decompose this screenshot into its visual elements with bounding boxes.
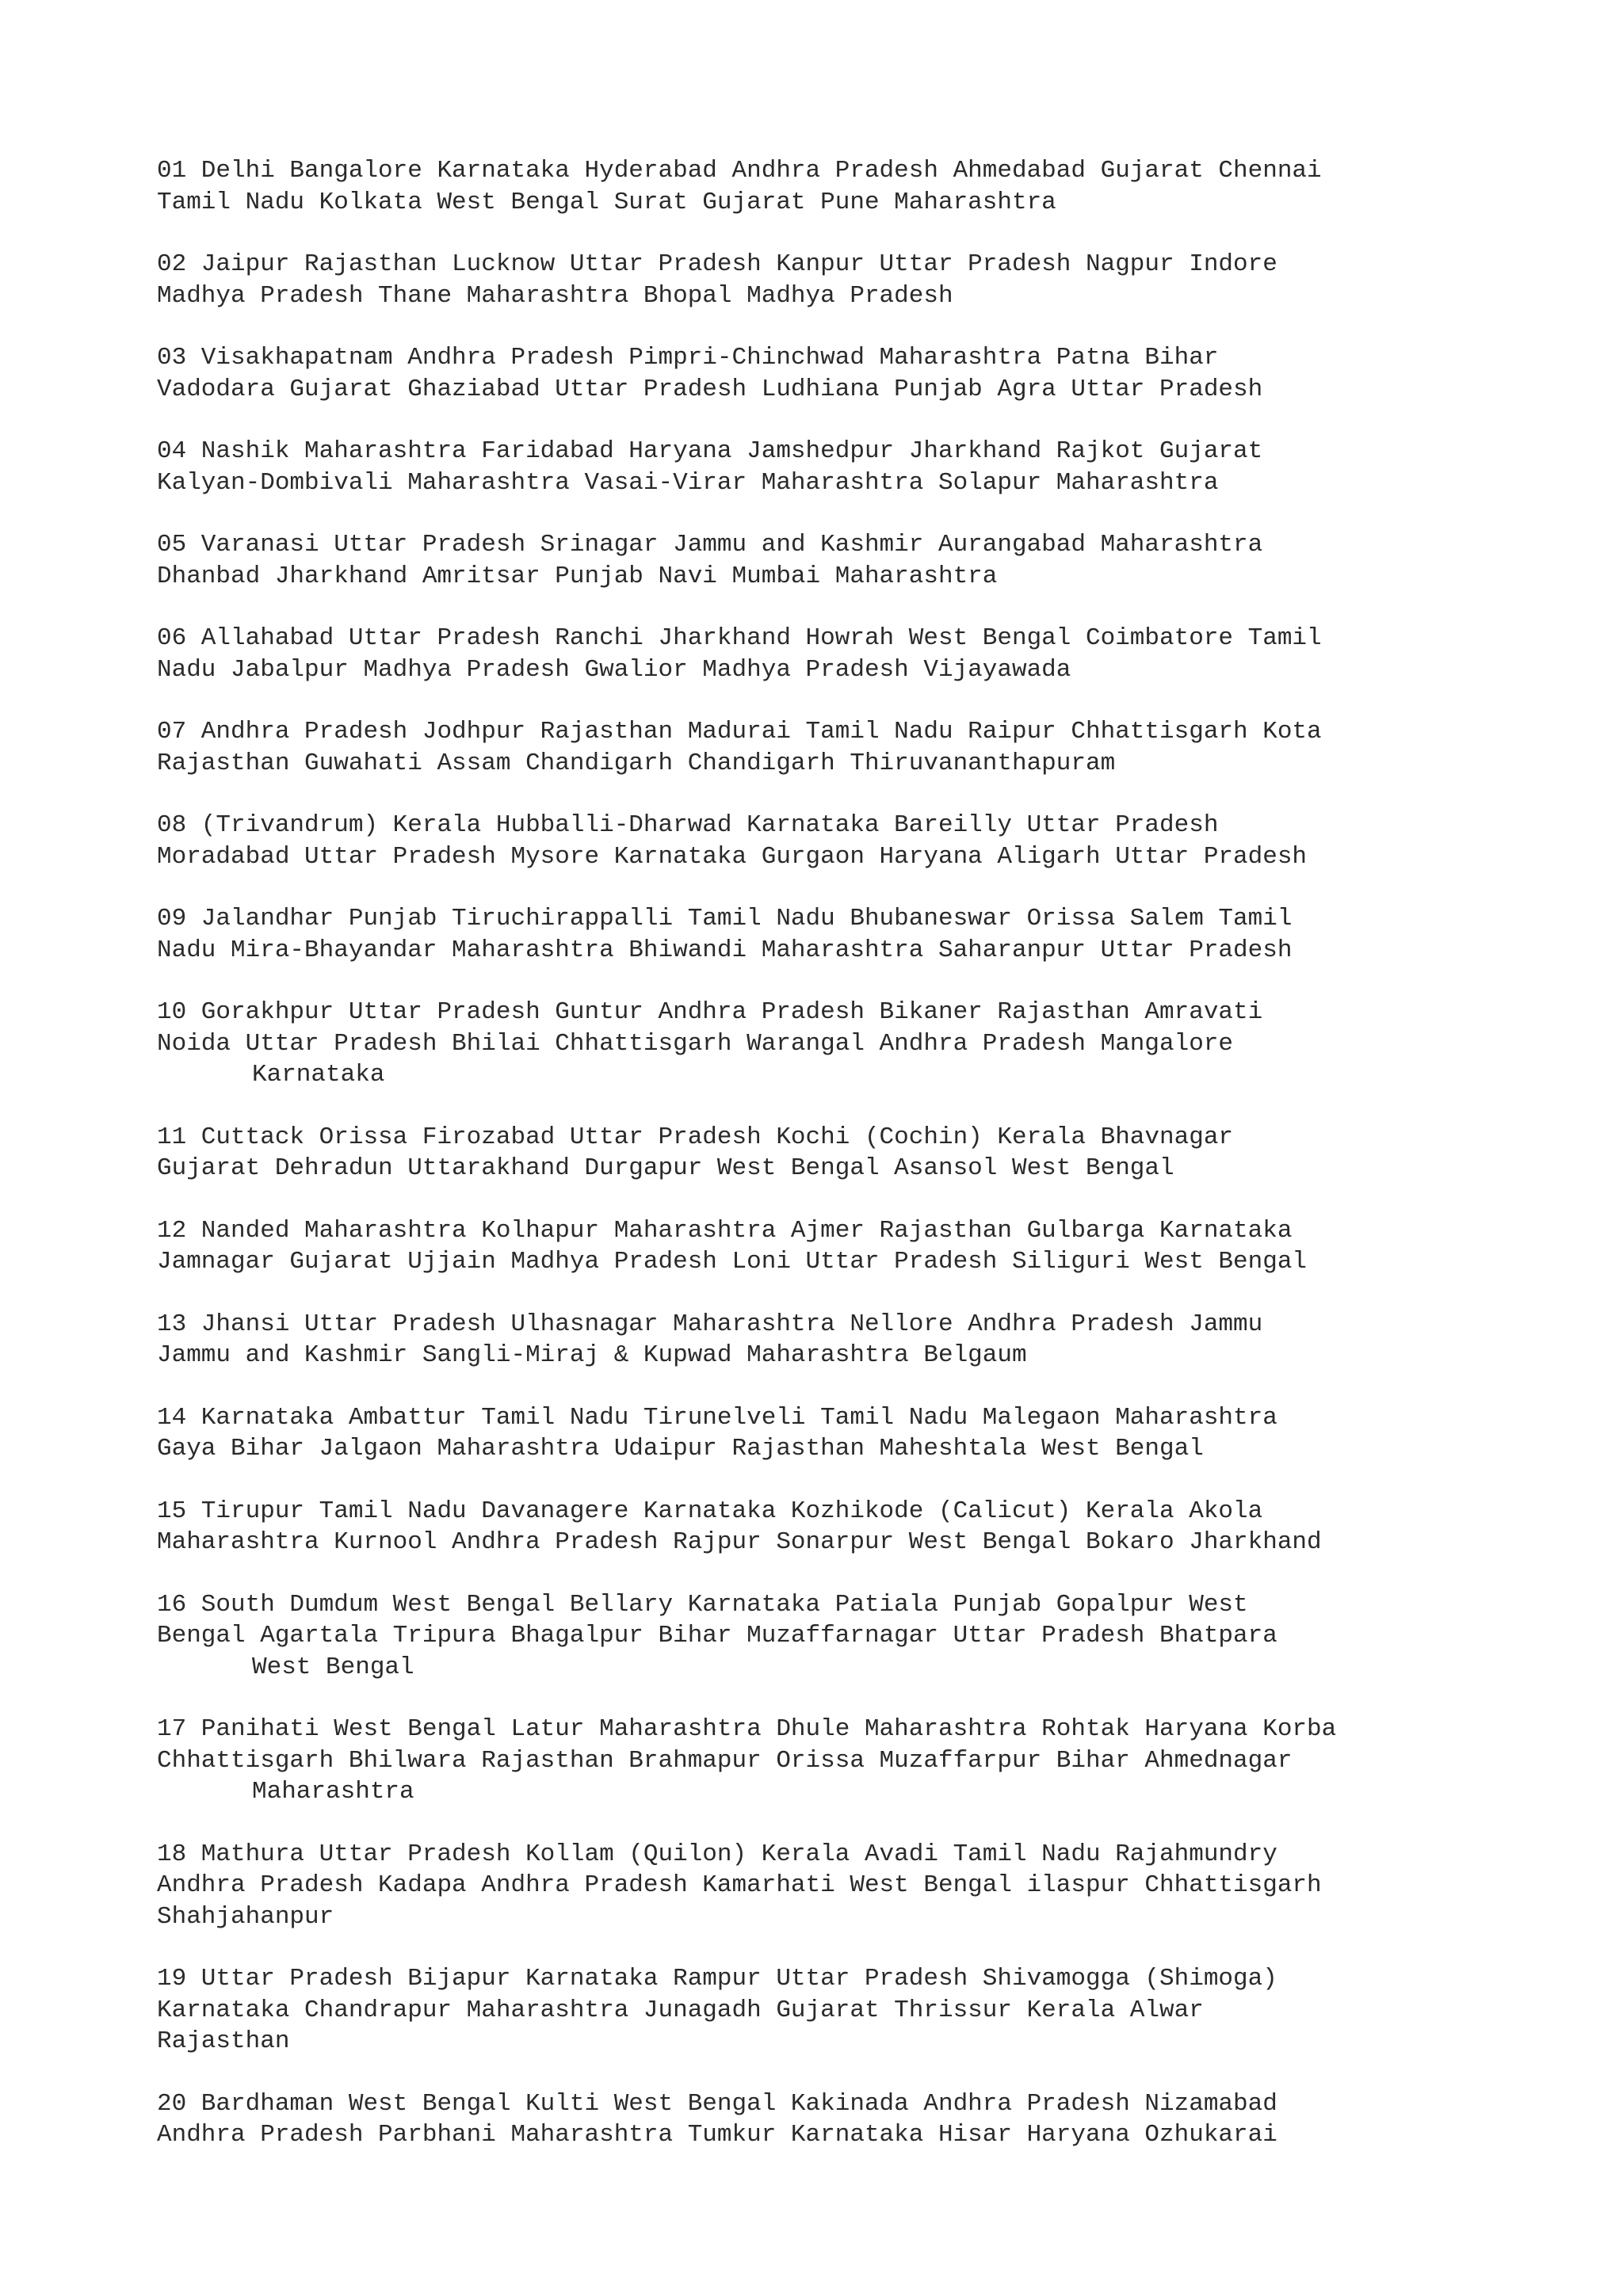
text-line: 15 Tirupur Tamil Nadu Davanagere Karnataka Kozhikode (Calicut) Kerala Akola — [157, 1497, 1263, 1525]
text-line: 01 Delhi Bangalore Karnataka Hyderabad Andhra Pradesh Ahmedabad Gujarat Chennai — [157, 157, 1322, 185]
text-line: Gujarat Dehradun Uttarakhand Durgapur West Bengal Asansol West Bengal — [157, 1154, 1174, 1182]
paragraph — [157, 623, 1504, 685]
text-line: 18 Mathura Uttar Pradesh Kollam (Quilon) Kerala Avadi Tamil Nadu Rajahmundry — [157, 1840, 1277, 1868]
text-line: 13 Jhansi Uttar Pradesh Ulhasnagar Maharashtra Nellore Andhra Pradesh Jammu — [157, 1310, 1263, 1338]
text-line: Jamnagar Gujarat Ujjain Madhya Pradesh Loni Uttar Pradesh Siliguri West Bengal — [157, 1248, 1308, 1276]
continuation-line: Karnataka — [252, 1061, 385, 1089]
paragraph — [157, 1496, 1504, 1558]
text-line: 20 Bardhaman West Bengal Kulti West Bengal Kakinada Andhra Pradesh Nizamabad — [157, 2089, 1277, 2118]
text-line: 03 Visakhapatnam Andhra Pradesh Pimpri-Chinchwad Maharashtra Patna Bihar — [157, 344, 1219, 372]
paragraph — [157, 1215, 1504, 1278]
text-line: Tamil Nadu Kolkata West Bengal Surat Gujarat Pune Maharashtra — [157, 188, 1056, 216]
text-line: 10 Gorakhpur Uttar Pradesh Guntur Andhra Pradesh Bikaner Rajasthan Amravati — [157, 998, 1263, 1026]
paragraph — [157, 529, 1504, 592]
text-line: 16 South Dumdum West Bengal Bellary Karnataka Patiala Punjab Gopalpur West — [157, 1590, 1248, 1619]
document-body — [157, 155, 1504, 2182]
text-line: Noida Uttar Pradesh Bhilai Chhattisgarh Warangal Andhra Pradesh Mangalore — [157, 1029, 1234, 1058]
text-line: 08 (Trivandrum) Kerala Hubballi-Dharwad Karnataka Bareilly Uttar Pradesh — [157, 811, 1219, 839]
text-line: Madhya Pradesh Thane Maharashtra Bhopal Madhya Pradesh — [157, 281, 953, 310]
text-line: Rajasthan — [157, 2027, 290, 2055]
text-line: Maharashtra Kurnool Andhra Pradesh Rajpur Sonarpur West Bengal Bokaro Jharkhand — [157, 1528, 1322, 1556]
paragraph — [157, 716, 1504, 779]
text-line: 04 Nashik Maharashtra Faridabad Haryana Jamshedpur Jharkhand Rajkot Gujarat — [157, 437, 1263, 465]
paragraph — [157, 1402, 1504, 1465]
text-line: 12 Nanded Maharashtra Kolhapur Maharashtra Ajmer Rajasthan Gulbarga Karnataka — [157, 1216, 1293, 1245]
text-line: Moradabad Uttar Pradesh Mysore Karnataka Gurgaon Haryana Aligarh Uttar Pradesh — [157, 842, 1308, 871]
text-line: Nadu Mira-Bhayandar Maharashtra Bhiwandi Maharashtra Saharanpur Uttar Pradesh — [157, 936, 1293, 964]
paragraph — [157, 1714, 1504, 1808]
text-line: Shahjahanpur — [157, 1902, 334, 1931]
text-line: 09 Jalandhar Punjab Tiruchirappalli Tamil Nadu Bhubaneswar Orissa Salem Tamil — [157, 905, 1293, 933]
paragraph — [157, 810, 1504, 872]
text-line: 06 Allahabad Uttar Pradesh Ranchi Jharkhand Howrah West Bengal Coimbatore Tamil — [157, 624, 1322, 652]
text-line: 02 Jaipur Rajasthan Lucknow Uttar Pradesh Kanpur Uttar Pradesh Nagpur Indore — [157, 250, 1277, 278]
paragraph — [157, 436, 1504, 498]
text-line: Jammu and Kashmir Sangli-Miraj & Kupwad Maharashtra Belgaum — [157, 1341, 1027, 1369]
paragraph — [157, 155, 1504, 218]
paragraph — [157, 249, 1504, 311]
text-line: Kalyan-Dombivali Maharashtra Vasai-Virar Maharashtra Solapur Maharashtra — [157, 468, 1219, 497]
text-line: Nadu Jabalpur Madhya Pradesh Gwalior Madhya Pradesh Vijayawada — [157, 655, 1071, 684]
text-line: Rajasthan Guwahati Assam Chandigarh Chandigarh Thiruvananthapuram — [157, 749, 1116, 777]
paragraph — [157, 903, 1504, 966]
text-line: 14 Karnataka Ambattur Tamil Nadu Tirunelveli Tamil Nadu Malegaon Maharashtra — [157, 1403, 1277, 1432]
paragraph — [157, 1309, 1504, 1371]
continuation-line: Maharashtra — [252, 1778, 414, 1806]
text-line: Gaya Bihar Jalgaon Maharashtra Udaipur Rajasthan Maheshtala West Bengal — [157, 1435, 1204, 1463]
text-line: 17 Panihati West Bengal Latur Maharashtra Dhule Maharashtra Rohtak Haryana Korba — [157, 1715, 1337, 1743]
paragraph — [157, 1839, 1504, 1933]
text-line: Chhattisgarh Bhilwara Rajasthan Brahmapur Orissa Muzaffarpur Bihar Ahmednagar — [157, 1746, 1293, 1775]
continuation-line: West Bengal — [252, 1653, 414, 1681]
paragraph — [157, 1963, 1504, 2058]
text-line: Andhra Pradesh Parbhani Maharashtra Tumkur Karnataka Hisar Haryana Ozhukarai — [157, 2121, 1277, 2149]
text-line: 05 Varanasi Uttar Pradesh Srinagar Jammu and Kashmir Aurangabad Maharashtra — [157, 531, 1263, 559]
paragraph — [157, 342, 1504, 405]
text-line: Karnataka Chandrapur Maharashtra Junagadh Gujarat Thrissur Kerala Alwar — [157, 1996, 1204, 2024]
text-line: 19 Uttar Pradesh Bijapur Karnataka Rampur Uttar Pradesh Shivamogga (Shimoga) — [157, 1965, 1277, 1993]
text-line: 07 Andhra Pradesh Jodhpur Rajasthan Madurai Tamil Nadu Raipur Chhattisgarh Kota — [157, 718, 1322, 746]
text-line: Vadodara Gujarat Ghaziabad Uttar Pradesh Ludhiana Punjab Agra Uttar Pradesh — [157, 375, 1263, 403]
paragraph — [157, 997, 1504, 1091]
text-line: Bengal Agartala Tripura Bhagalpur Bihar Muzaffarnagar Uttar Pradesh Bhatpara — [157, 1622, 1277, 1650]
text-line: Andhra Pradesh Kadapa Andhra Pradesh Kamarhati West Bengal ilaspur Chhattisgarh — [157, 1871, 1322, 1899]
paragraph — [157, 1589, 1504, 1684]
text-line: 11 Cuttack Orissa Firozabad Uttar Pradesh Kochi (Cochin) Kerala Bhavnagar — [157, 1123, 1234, 1151]
paragraph — [157, 1122, 1504, 1184]
text-line: Dhanbad Jharkhand Amritsar Punjab Navi Mumbai Maharashtra — [157, 562, 998, 590]
paragraph — [157, 2088, 1504, 2151]
